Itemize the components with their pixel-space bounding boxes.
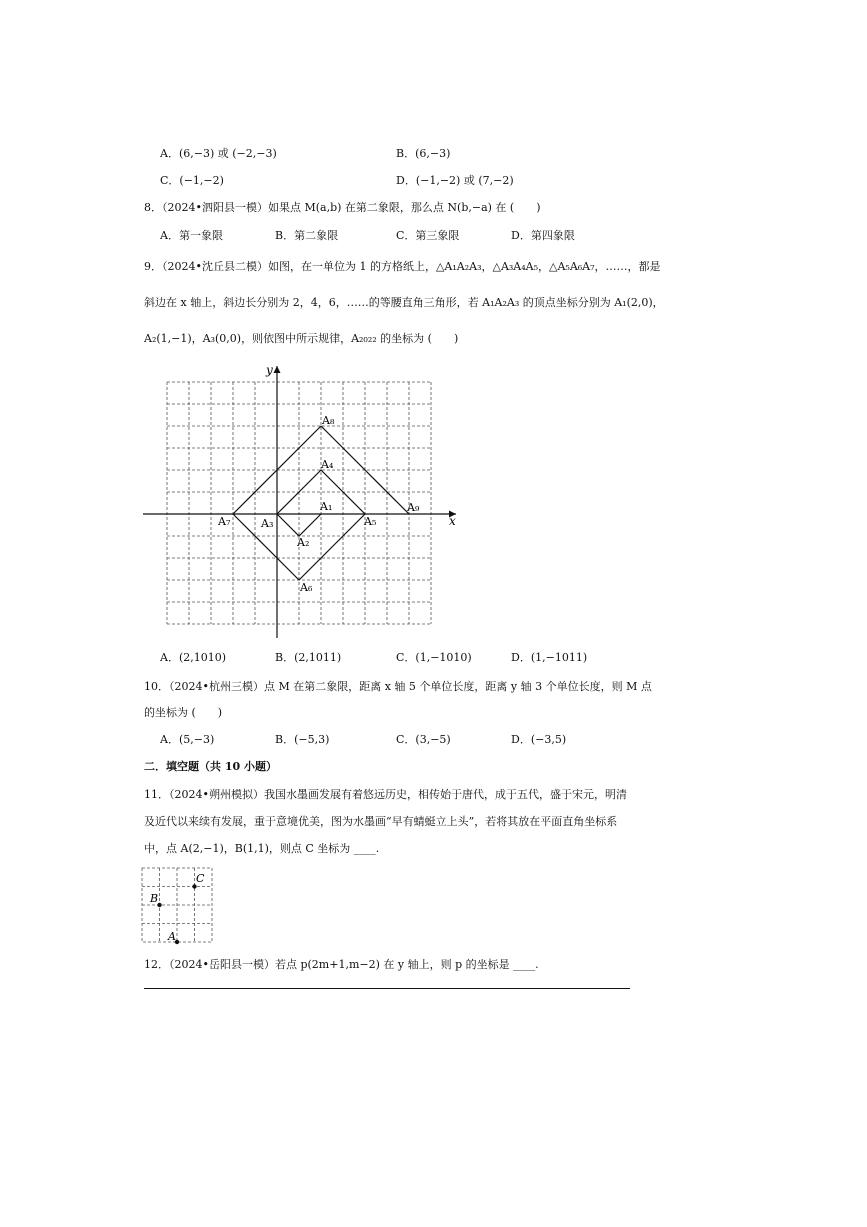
q11-line-3: 中，点 A(2,−1)，B(1,1)，则点 C 坐标为 ____. — [144, 842, 380, 855]
label-a7: A₇ — [218, 515, 231, 528]
q8-option-a: A．第一象限 — [160, 229, 223, 242]
q11-line-1: 11．（2024•朔州模拟）我国水墨画发展有着悠远历史，相传始于唐代，成于五代，盛于宋元，明清 — [144, 788, 627, 801]
q9-option-b: B．(2,1011) — [275, 651, 342, 664]
q9-line-2: 斜边在 x 轴上，斜边长分别为 2，4，6，……的等腰直角三角形，若 A₁A₂A₃ 的顶点坐标分别为 A₁(2,0)， — [144, 296, 664, 309]
q8-stem: 8．（2024•泗阳县一模）如果点 M(a,b) 在第二象限，那么点 N(b,−a) 在 ( ) — [144, 201, 541, 214]
q7-option-b: B．(6,−3) — [396, 147, 451, 160]
q10-option-a: A．(5,−3) — [160, 733, 215, 746]
q10-option-c: C．(3,−5) — [396, 733, 451, 746]
label-c: C — [196, 872, 205, 885]
q9-option-d: D．(1,−1011) — [511, 651, 588, 664]
q12-line-1: 12．（2024•岳阳县一模）若点 p(2m+1,m−2) 在 y 轴上，则 p 的坐标是 ____. — [144, 958, 539, 971]
q9-option-a: A．(2,1010) — [160, 651, 227, 664]
label-a1: A₁ — [320, 500, 333, 513]
q10-line-1: 10．（2024•杭州三模）点 M 在第二象限，距离 x 轴 5 个单位长度，距离 y 轴 3 个单位长度，则 M 点 — [144, 680, 652, 693]
label-a4: A₄ — [321, 458, 334, 471]
q9-line-1: 9．（2024•沈丘县二模）如图，在一单位为 1 的方格纸上，△A₁A₂A₃，△A₃A₄A₅，△A₅A₆A₇，……，都是 — [144, 260, 661, 273]
q7-option-d: D．(−1,−2) 或 (7,−2) — [396, 174, 514, 187]
q9-option-c: C．(1,−1010) — [396, 651, 472, 664]
q9-grid — [167, 382, 431, 624]
q10-option-d: D．(−3,5) — [511, 733, 567, 746]
label-a6: A₆ — [300, 581, 313, 594]
label-a2: A₂ — [297, 536, 310, 549]
label-b: B — [150, 892, 159, 905]
label-a3: A₃ — [261, 517, 274, 530]
label-a9: A₉ — [407, 501, 420, 514]
q8-option-c: C．第三象限 — [396, 229, 460, 242]
label-a: A — [168, 930, 176, 943]
y-axis-label: y — [266, 363, 273, 377]
q10-line-2: 的坐标为 ( ) — [144, 706, 223, 719]
q9-line-3: A₂(1,−1)，A₃(0,0)，则依图中所示规律，A₂₀₂₂ 的坐标为 ( ) — [144, 332, 459, 345]
q7-option-c: C．(−1,−2) — [160, 174, 224, 187]
label-a5: A₅ — [364, 515, 377, 528]
q7-option-a: A．(6,−3) 或 (−2,−3) — [160, 147, 277, 160]
section-2-title: 二．填空题（共 10 小题） — [144, 760, 277, 773]
q10-option-b: B．(−5,3) — [275, 733, 330, 746]
q8-option-b: B．第二象限 — [275, 229, 339, 242]
label-a8: A₈ — [322, 414, 335, 427]
q8-option-d: D．第四象限 — [511, 229, 575, 242]
page-bottom-rule — [144, 988, 630, 989]
q11-line-2: 及近代以来续有发展，重于意境优美，图为水墨画“早有蜻蜓立上头”，若将其放在平面直角坐标系 — [144, 815, 618, 828]
q11-figure — [140, 866, 220, 948]
x-axis-label: x — [449, 514, 456, 528]
